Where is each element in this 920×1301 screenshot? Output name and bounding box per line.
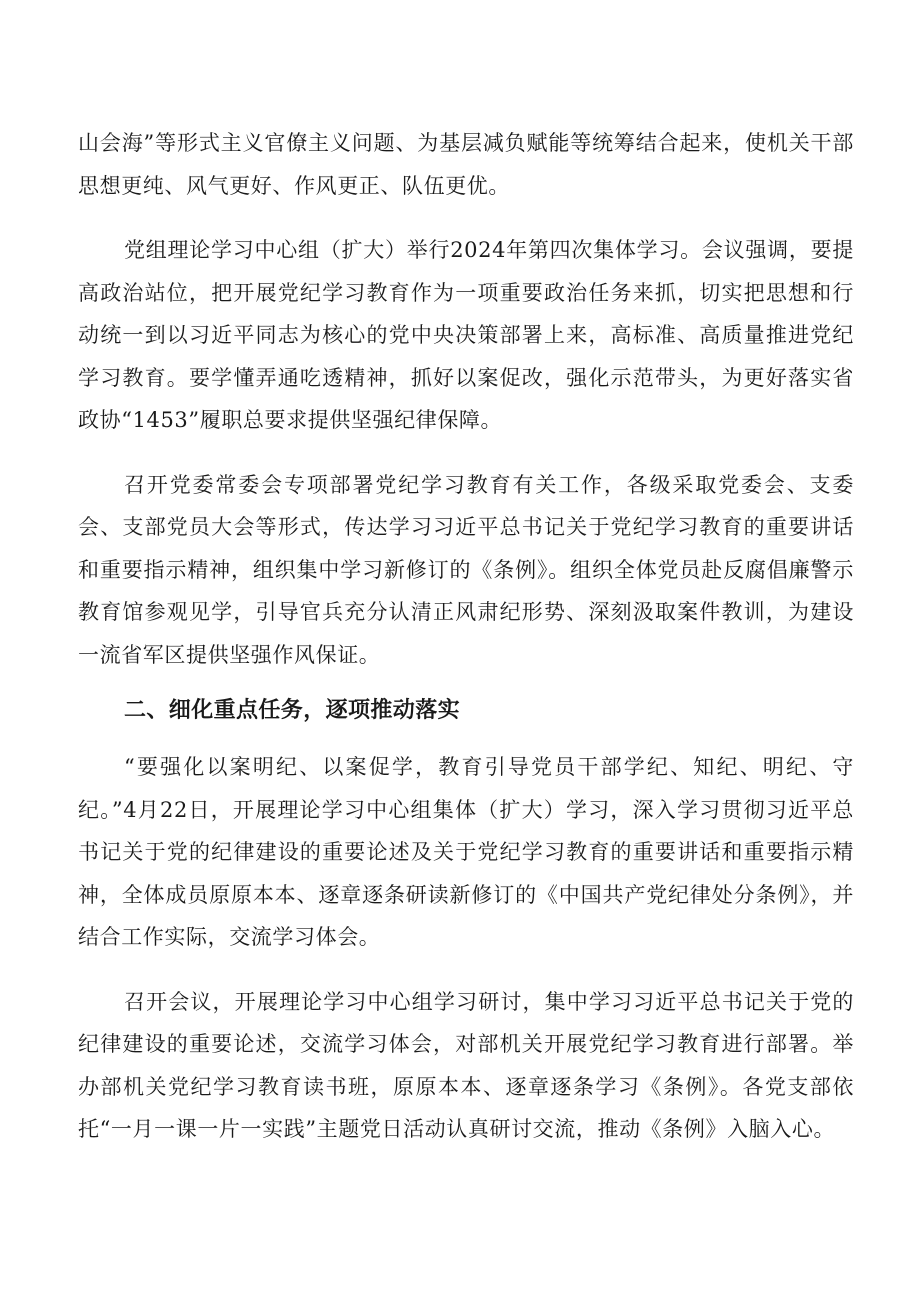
paragraph-continuation: 山会海”等形式主义官僚主义问题、为基层减负赋能等统筹结合起来，使机关干部思想更纯、风气更好、作风更正、队伍更优。 <box>78 131 854 198</box>
paragraph-meeting-study: 召开会议，开展理论学习中心组学习研讨，集中学习习近平总书记关于党的纪律建设的重要论述，交流学习体会，对部机关开展党纪学习教育进行部署。举办部机关党纪学习教育读书班，原原本本、逐章逐条学习《条例》。各党支部依托“一月一课一片一实践”主题党日活动认真研讨交流，推动《条例》入脑入心。 <box>78 989 854 1141</box>
paragraph-quote-study: “要强化以案明纪、以案促学，教育引导党员干部学纪、知纪、明纪、守纪。”4月22日，开展理论学习中心组集体（扩大）学习，深入学习贯彻习近平总书记关于党的纪律建设的重要论述及关于党纪学习教育的重要讲话和重要指示精神，全体成员原原本本、逐章逐条研读新修订的《中国共产党纪律处分条例》，并结合工作实际，交流学习体会。 <box>78 755 854 949</box>
paragraph-standing-committee: 召开党委常委会专项部署党纪学习教育有关工作，各级采取党委会、支委会、支部党员大会等形式，传达学习习近平总书记关于党纪学习教育的重要讲话和重要指示精神，组织集中学习新修订的《条例》。组织全体党员赴反腐倡廉警示教育馆参观见学，引导官兵充分认清正风肃纪形势、深刻汲取案件教训，为建设一流省军区提供坚强作风保证。 <box>78 472 854 667</box>
section-heading: 二、细化重点任务，逐项推动落实 <box>124 698 461 723</box>
document-page <box>78 122 854 1151</box>
paragraph-party-group-study: 党组理论学习中心组（扩大）举行2024年第四次集体学习。会议强调，要提高政治站位，把开展党纪学习教育作为一项重要政治任务来抓，切实把思想和行动统一到以习近平同志为核心的党中央决策部署上来，高标准、高质量推进党纪学习教育。要学懂弄通吃透精神，抓好以案促改，强化示范带头，为更好落实省政协“1453”履职总要求提供坚强纪律保障。 <box>78 238 854 432</box>
